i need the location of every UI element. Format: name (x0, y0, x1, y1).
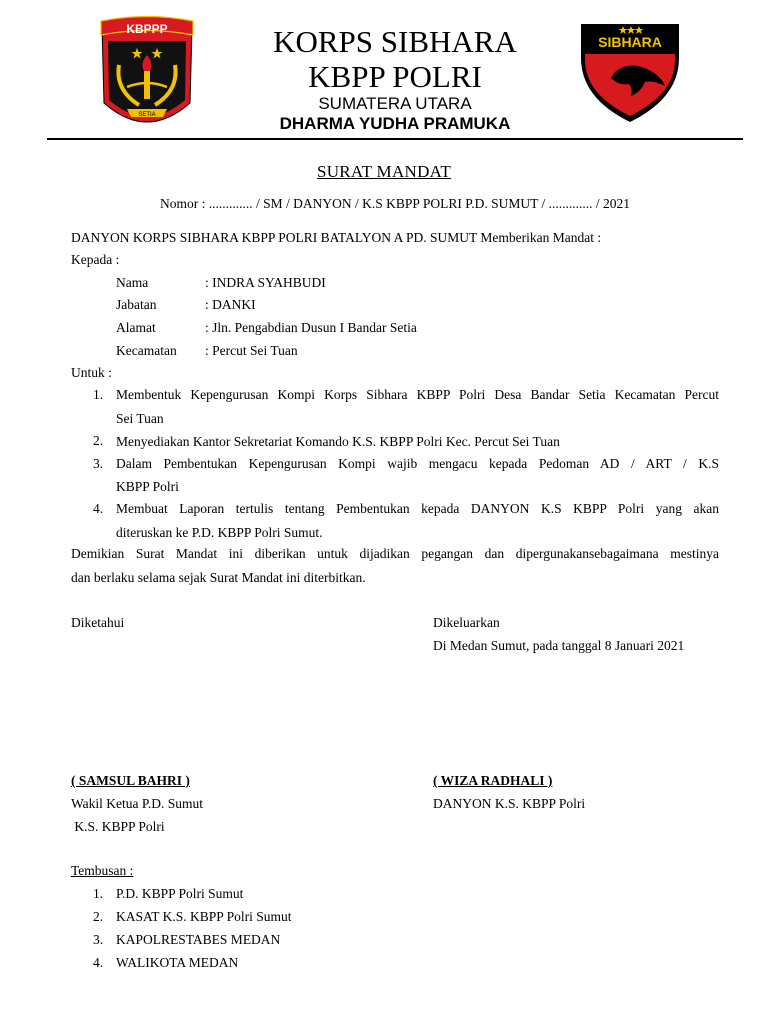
list-item-number: 2. (93, 433, 104, 448)
org-region: SUMATERA UTARA (318, 94, 472, 113)
issue-place-date: Di Medan Sumut, pada tanggal 8 Januari 2021 (433, 638, 685, 653)
list-item-continuation: diteruskan ke P.D. KBPP Polri Sumut. (116, 525, 323, 540)
document-number: Nomor : ............. / SM / DANYON / K.S KBPP POLRI P.D. SUMUT / ............. / 2021 (160, 196, 630, 211)
list-item: Membuat Laporan tertulis tentang Pembentukan kepada DANYON K.S KBPP Polri yang akan (116, 501, 719, 516)
list-item-continuation: KBPP Polri (116, 479, 179, 494)
tembusan-item-number: 1. (93, 886, 104, 901)
closing-paragraph-continuation: dan berlaku selama sejak Surat Mandat ini diterbitkan. (71, 570, 366, 585)
left-signatory-title: Wakil Ketua P.D. Sumut (71, 796, 204, 811)
field-value-alamat: : Jln. Pengabdian Dusun I Bandar Setia (205, 320, 417, 335)
tembusan-item: WALIKOTA MEDAN (116, 955, 239, 970)
right-signatory-title: DANYON K.S. KBPP Polri (433, 796, 586, 811)
list-item-number: 3. (93, 456, 104, 471)
left-signature-label: Diketahui (71, 615, 125, 630)
field-label-jabatan: Jabatan (116, 297, 157, 312)
org-name-line2: KBPP POLRI (308, 59, 482, 94)
document-title: SURAT MANDAT (316, 162, 452, 181)
tembusan-item-number: 3. (93, 932, 104, 947)
org-name-line1: KORPS SIBHARA (273, 24, 517, 59)
tembusan-item: KAPOLRESTABES MEDAN (116, 932, 281, 947)
intro-text: DANYON KORPS SIBHARA KBPP POLRI BATALYON A PD. SUMUT Memberikan Mandat : (71, 230, 602, 245)
list-item-number: 1. (93, 387, 104, 402)
list-item: Dalam Pembentukan Kepengurusan Kompi wajib mengacu kepada Pedoman AD / ART / K.S (116, 456, 719, 471)
kepada-label: Kepada : (71, 252, 120, 267)
list-item-number: 4. (93, 501, 104, 516)
field-value-jabatan: : DANKI (205, 297, 256, 312)
left-signatory-title-line2: K.S. KBPP Polri (71, 819, 165, 834)
closing-paragraph: Demikian Surat Mandat ini diberikan untuk dijadikan pegangan dan dipergunakansebagaimana mestinya (71, 546, 719, 561)
list-item-continuation: Sei Tuan (116, 411, 164, 426)
field-label-nama: Nama (116, 275, 149, 290)
list-item: Menyediakan Kantor Sekretariat Komando K.S. KBPP Polri Kec. Percut Sei Tuan (116, 434, 560, 449)
tembusan-label: Tembusan : (71, 863, 134, 878)
right-signatory-name: ( WIZA RADHALI ) (433, 773, 553, 788)
tembusan-item-number: 2. (93, 909, 104, 924)
tembusan-item-number: 4. (93, 955, 104, 970)
field-label-kecamatan: Kecamatan (116, 343, 177, 358)
tembusan-item: P.D. KBPP Polri Sumut (116, 886, 244, 901)
field-value-nama: : INDRA SYAHBUDI (205, 275, 326, 290)
header-divider (47, 138, 743, 140)
field-value-kecamatan: : Percut Sei Tuan (205, 343, 298, 358)
tembusan-item: KASAT K.S. KBPP Polri Sumut (116, 909, 292, 924)
kbpp-logo (97, 15, 197, 135)
sibhara-logo (579, 20, 681, 124)
untuk-label: Untuk : (71, 365, 112, 380)
org-motto: DHARMA YUDHA PRAMUKA (279, 114, 511, 133)
left-signatory-name: ( SAMSUL BAHRI ) (71, 773, 190, 788)
kbpp-logo-ribbon: SETIA (138, 112, 156, 118)
list-item: Membentuk Kepengurusan Kompi Korps Sibhara KBPP Polri Desa Bandar Setia Kecamatan Percut (116, 387, 719, 402)
sibhara-logo-banner: SIBHARA (598, 34, 662, 50)
right-signature-label: Dikeluarkan (433, 615, 500, 630)
kbpp-logo-banner: KBPPP (126, 22, 168, 36)
field-label-alamat: Alamat (116, 320, 156, 335)
